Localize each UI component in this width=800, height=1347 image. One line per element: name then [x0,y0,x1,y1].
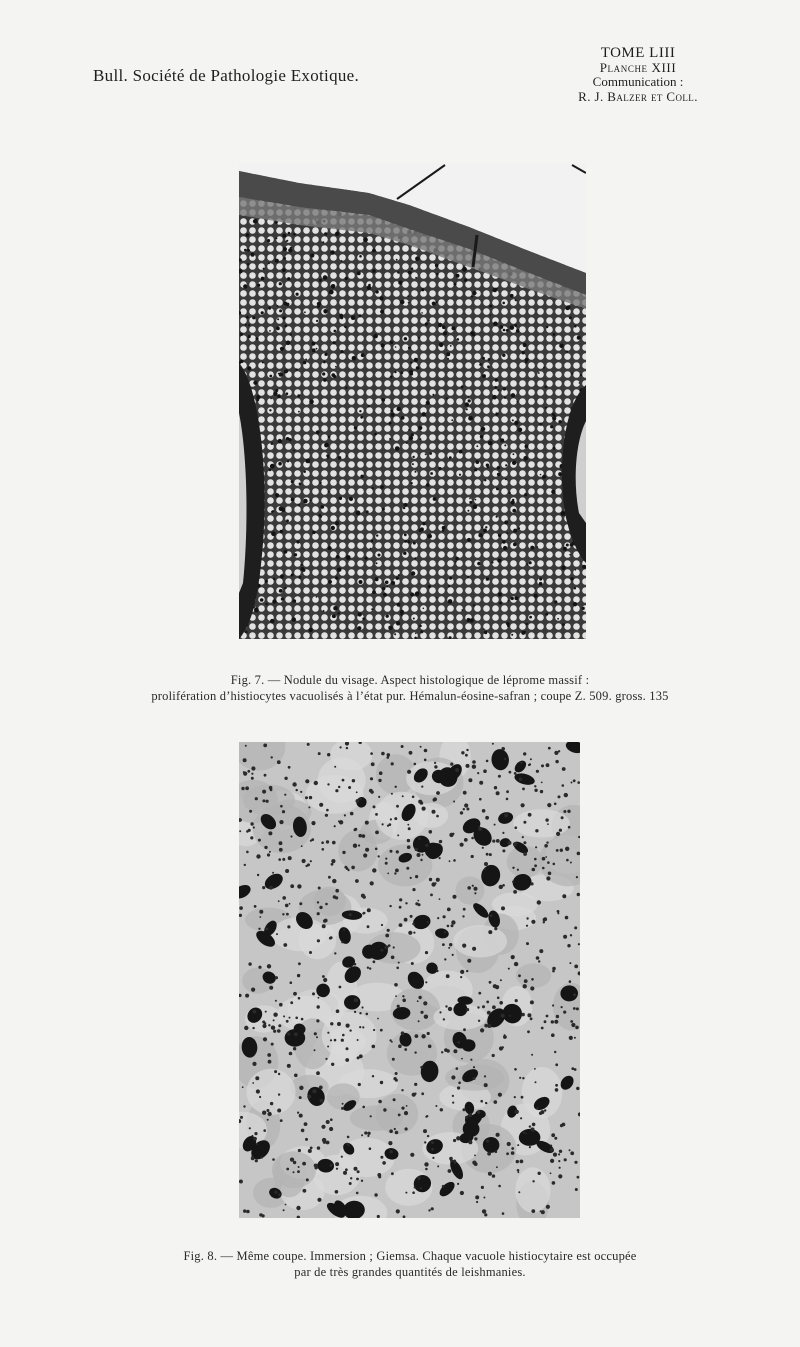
figure-8-image [239,742,580,1218]
figure-7-caption-line-1: Fig. 7. — Nodule du visage. Aspect histologique de léprome massif : [230,673,590,687]
figure-7-micrograph [239,163,586,639]
figure-7-caption-line-2: prolifération d’histiocytes vacuolisés à l’état pur. Hémalun-éosine-safran ; coupe Z. 509. gross. 135 [151,689,669,703]
authors-label: R. J. Balzer et Coll. [578,88,698,104]
figure-7-caption [60,672,760,704]
volume-label: TOME LIII [600,45,676,61]
figure-8-caption [60,1248,760,1280]
figure-8-micrograph [239,742,580,1218]
figure-8-caption-line-1: Fig. 8. — Même coupe. Immersion ; Giemsa. Chaque vacuole histiocytaire est occupée [183,1249,637,1263]
figure-8-caption-line-2: par de très grandes quantités de leishmanies. [294,1265,526,1279]
plate-label: Planche XIII [599,59,677,75]
journal-title: Bull. Société de Pathologie Exotique. [93,66,360,85]
communication-label: Communication : [592,74,684,89]
plate-info [538,46,738,104]
figure-7-image [239,163,586,639]
